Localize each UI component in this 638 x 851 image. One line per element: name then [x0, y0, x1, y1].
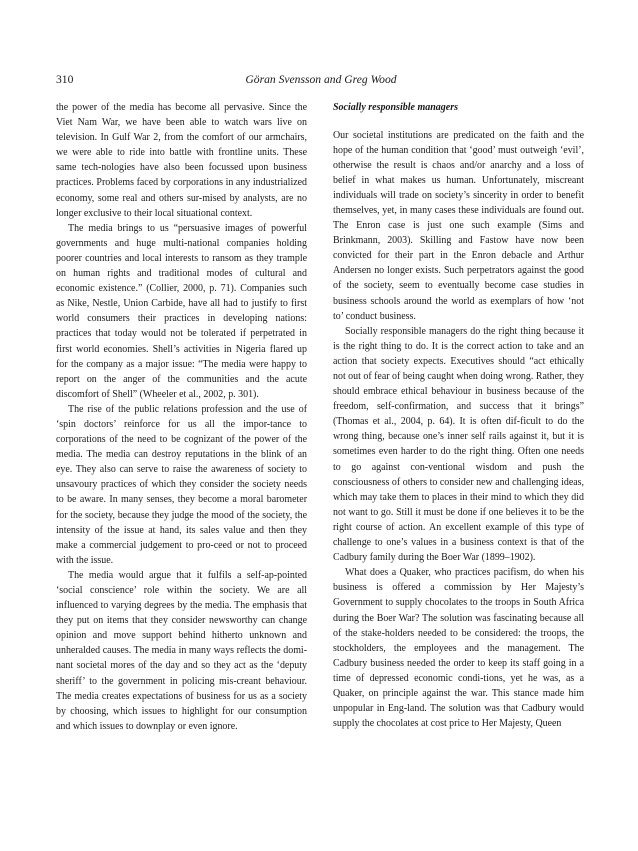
- paragraph-continued: the power of the media has become all pervasive. Since the Viet Nam War, we have been able to watch wars live on television. In Gulf War 2, from the comfort of our armchairs, we were able to ride into battle with frontline units. These same tech-nologies have also been focussed upon business practices. Problems faced by corporations in any industrialized economy, some real and others sur-mised by analysts, are no longer exclusive to their local situational context.: [56, 102, 307, 219]
- header-authors: Göran Svensson and Greg Wood: [245, 73, 397, 86]
- paragraph: What does a Quaker, who practices pacifism, do when his business is offered a commission by Her Majesty’s Government to supply chocolates to the troops in South Africa during the Boer War? The solution was fascinating because all of the stake-holders needed to be considered: the troops, the stockholders, the employees and the management. The Cadbury business needed the order to keep its staff going in a time of depressed economic condi-tions, yet he was, as a Quaker, on principle against the war. This stance made him unpopular in Eng-land. The solution was that Cadbury would supply the chocolates at cost price to Her Majesty, Queen: [333, 567, 584, 730]
- paragraph: The media brings to us “persuasive images of powerful governments and huge multi-national companies holding poorer countries and local interests to ransom as they trample on human rights and traditional modes of cultural and economic existence.” (Collier, 2000, p. 71). Companies such as Nike, Nestle, Union Carbide, have all had to justify to first world consumers their practices in developing nations: practices that today would not be tolerated if perpetrated in first world economies. Shell’s activities in Nigeria flared up for the company as a major issue: “The media were happy to report on the anger of the communities and the acute discomfort of Shell” (Wheeler et al., 2002, p. 301).: [56, 222, 307, 400]
- paragraph: The rise of the public relations profession and the use of ‘spin doctors’ reinforce for us all the impor-tance to corporations of the need to be cognizant of the power of the media. The media can destroy reputations in the blink of an eye. They also can serve to raise the awareness of society to unsavoury practices of which they consider the society needs to be aware. In many senses, they become a moral barometer for the society, because they judge the mood of the society, the intensity of the issue at hand, its sales value and then they make a commercial judgement to pro-ceed or not to proceed with the issue.: [56, 403, 307, 566]
- paragraph: The media would argue that it fulfils a self-ap-pointed ‘social conscience’ role within the society. We are all influenced to varying degrees by the media. The emphasis that they put on items that they consider newsworthy can change opinion and move support behind hitherto unknown and unheralded causes. The media in many ways reflects the domi-nant societal mores of the day and so they act as the ‘deputy sheriff’ to the government in policing mis-creant behaviour. The media creates expectations of business for us as a society by choosing, which issues to highlight for our consumption and which issues to downplay or even ignore.: [56, 569, 307, 732]
- page-number: 310: [56, 73, 74, 86]
- running-head: [56, 72, 586, 88]
- paragraph: Our societal institutions are predicated on the faith and the hope of the human condition that ‘good’ must outweigh ‘evil’, otherwise the result is chaos and/or anarchy and a loss of belief in what makes us human. Unfortunately, miscreant individuals will trade on society’s sincerity in order to benefit themselves, yet, in many cases these individuals are found out. The Enron case is just one such example (Sims and Brinkmann, 2003). Skilling and Fastow have now been convicted for their part in the Enron debacle and Arthur Andersen no longer exists. Such perpetrators against the good of the society, seem to eventually become case studies in business schools around the world as exemplars of how ‘not to’ conduct business.: [333, 129, 584, 322]
- right-column: [333, 100, 584, 731]
- left-column: [56, 100, 307, 734]
- section-heading: Socially responsible managers: [333, 102, 459, 113]
- paragraph: Socially responsible managers do the right thing because it is the right thing to do. It is the correct action to take and an action that society expects. Executives should “act ethically not out of fear of being caught when doing wrong. Rather, they should embrace ethical behaviour in business because of the freedom, self-confirmation, and success that it brings” (Thomas et al., 2004, p. 64). It is often dif-ficult to do the wrong thing, because one’s inner self rails against it, but it is sometimes even harder to do the right thing. Often one needs to go against con-ventional wisdom and push the consciousness of others to consider new and challenging ideas, which may take them to places in their mind to which they did not want to go. Still it must be done if one believes it to be the right course of action. An excellent example of this type of challenge to one’s values in a business context is that of the Cadbury family during the Boer War (1899–1902).: [333, 325, 585, 564]
